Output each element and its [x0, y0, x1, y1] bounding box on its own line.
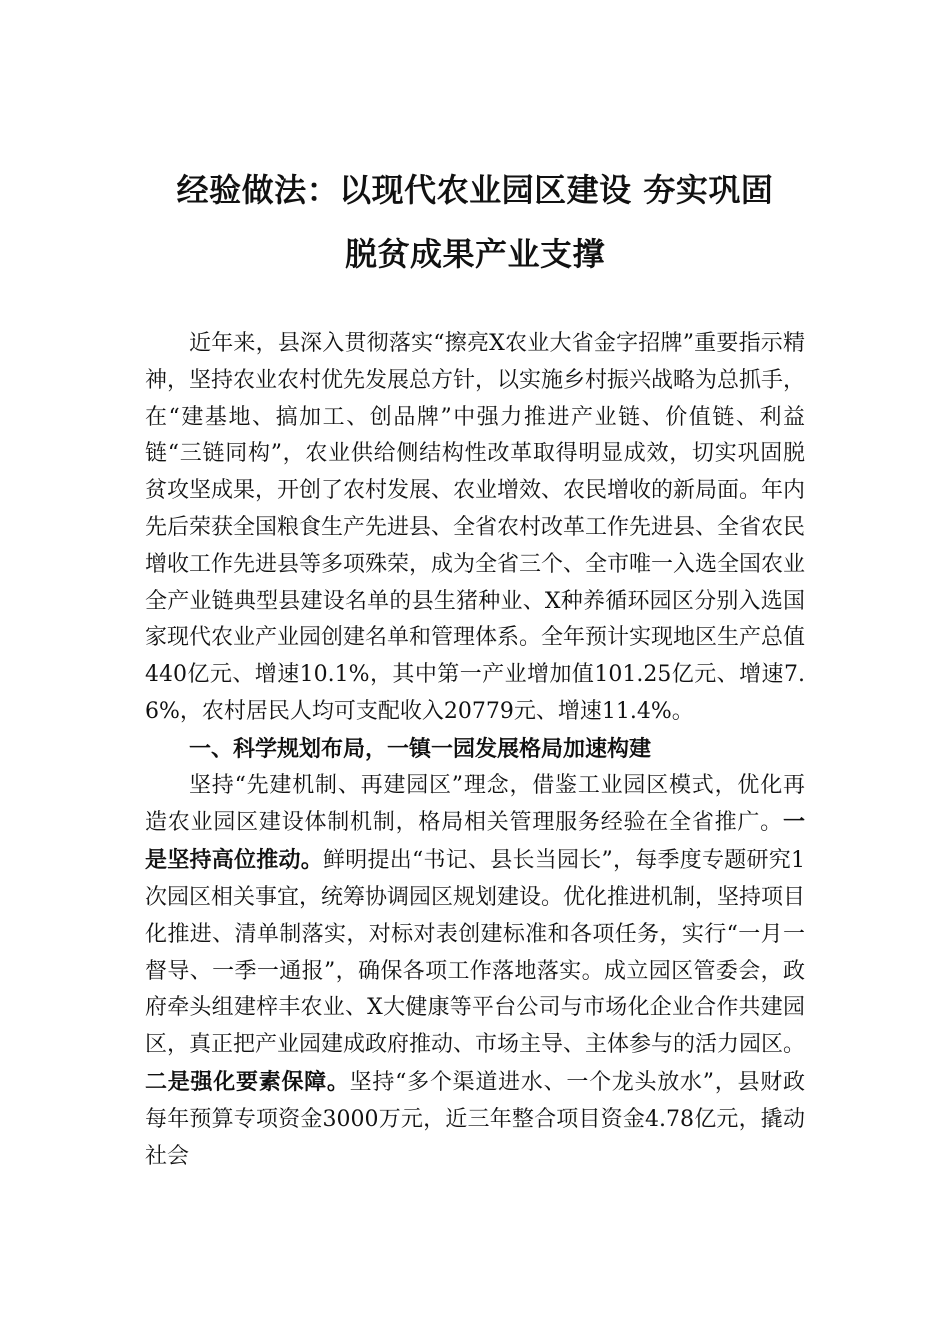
section-1-intro-text: 坚持“先建机制、再建园区”理念，借鉴工业园区模式，优化再造农业园区建设体制机制，格局相关管理服务经验在全省推广。 — [145, 772, 805, 836]
document-title — [145, 0, 805, 286]
section-1-heading: 一、科学规划布局，一镇一园发展格局加速构建 — [189, 735, 652, 762]
point-2-text: 坚持“多个渠道进水、一个龙头放水”，县财政每年预算专项资金3000万元，近三年整合项目资金4.78亿元，撬动社会 — [145, 1069, 805, 1169]
intro-paragraph: 近年来，县深入贯彻落实“擦亮X农业大省金字招牌”重要指示精神，坚持农业农村优先发展总方针，以实施乡村振兴战略为总抓手，在“建基地、搞加工、创品牌”中强力推进产业链、价值链、利益链“三链同构”，农业供给侧结构性改革取得明显成效，切实巩固脱贫攻坚成果，开创了农村发展、农业增效、农民增收的新局面。年内先后荣获全国粮食生产先进县、全省农村改革工作先进县、全省农民增收工作先进县等多项殊荣，成为全省三个、全市唯一入选全国农业全产业链典型县建设名单的县生猪种业、X种养循环园区分别入选国家现代农业产业园创建名单和管理体系。全年预计实现地区生产总值440亿元、增速10.1%，其中第一产业增加值101.25亿元、增速7.6%，农村居民人均可支配收入20779元、增速11.4%。 — [145, 331, 806, 724]
title-line-2: 脱贫成果产业支撑 — [344, 235, 605, 273]
section-1-paragraph — [145, 768, 805, 1176]
document-body — [145, 326, 805, 1175]
point-1-text: 鲜明提出“书记、县长当园长”，每季度专题研究1次园区相关事宜，统筹协调园区规划建设。优化推进机制，坚持项目化推进、清单制落实，对标对表创建标准和各项任务，实行“一月一督导、一季一通报”，确保各项工作落地落实。成立园区管委会，政府牵头组建梓丰农业、X大健康等平台公司与市场化企业合作共建园区，真正把产业园建成政府推动、市场主导、主体参与的活力园区。 — [145, 848, 806, 1058]
title-line-1: 经验做法：以现代农业园区建设 夯实巩固 — [176, 171, 774, 209]
point-1-label: 一是坚持高位推动。 — [145, 809, 805, 874]
point-2-label: 二是强化要素保障。 — [145, 1068, 350, 1095]
